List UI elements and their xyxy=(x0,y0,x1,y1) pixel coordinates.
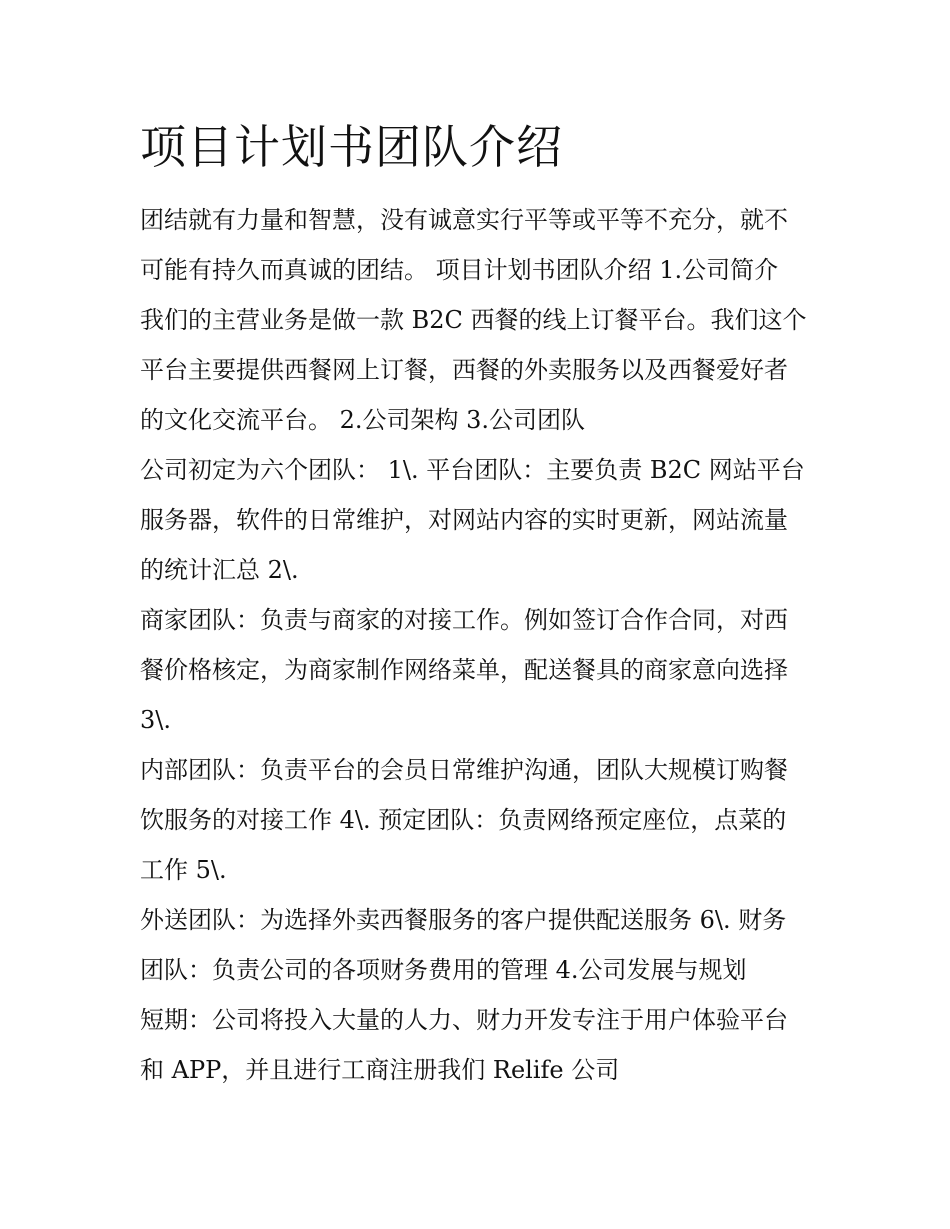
document-title: 项目计划书团队介绍 xyxy=(140,120,563,174)
body-line-5: 的文化交流平台。 2.公司架构 3.公司团队 xyxy=(140,406,586,434)
body-line-12: 内部团队：负责平台的会员日常维护沟通，团队大规模订购餐 xyxy=(140,756,788,784)
body-line-13: 饮服务的对接工作 4\. 预定团队：负责网络预定座位，点菜的 xyxy=(140,806,787,834)
body-line-2: 可能有持久而真诚的团结。 项目计划书团队介绍 1.公司简介 xyxy=(140,256,779,284)
body-line-11: 3\. xyxy=(140,706,171,734)
body-line-10: 餐价格核定，为商家制作网络菜单，配送餐具的商家意向选择 xyxy=(140,656,788,684)
body-line-6: 公司初定为六个团队： 1\. 平台团队：主要负责 B2C 网站平台 xyxy=(140,456,805,484)
body-line-16: 团队：负责公司的各项财务费用的管理 4.公司发展与规划 xyxy=(140,956,747,984)
body-line-14: 工作 5\. xyxy=(140,856,227,884)
body-line-7: 服务器，软件的日常维护，对网站内容的实时更新，网站流量 xyxy=(140,506,788,534)
body-line-9: 商家团队：负责与商家的对接工作。例如签订合作合同，对西 xyxy=(140,606,788,634)
body-line-15: 外送团队：为选择外卖西餐服务的客户提供配送服务 6\. 财务 xyxy=(140,906,787,934)
body-line-8: 的统计汇总 2\. xyxy=(140,556,299,584)
body-line-18: 和 APP，并且进行工商注册我们 Relife 公司 xyxy=(140,1056,620,1084)
body-line-3: 我们的主营业务是做一款 B2C 西餐的线上订餐平台。我们这个 xyxy=(140,306,807,334)
body-line-4: 平台主要提供西餐网上订餐，西餐的外卖服务以及西餐爱好者 xyxy=(140,356,788,384)
body-line-17: 短期：公司将投入大量的人力、财力开发专注于用户体验平台 xyxy=(140,1006,788,1034)
body-line-1: 团结就有力量和智慧，没有诚意实行平等或平等不充分，就不 xyxy=(140,206,788,234)
